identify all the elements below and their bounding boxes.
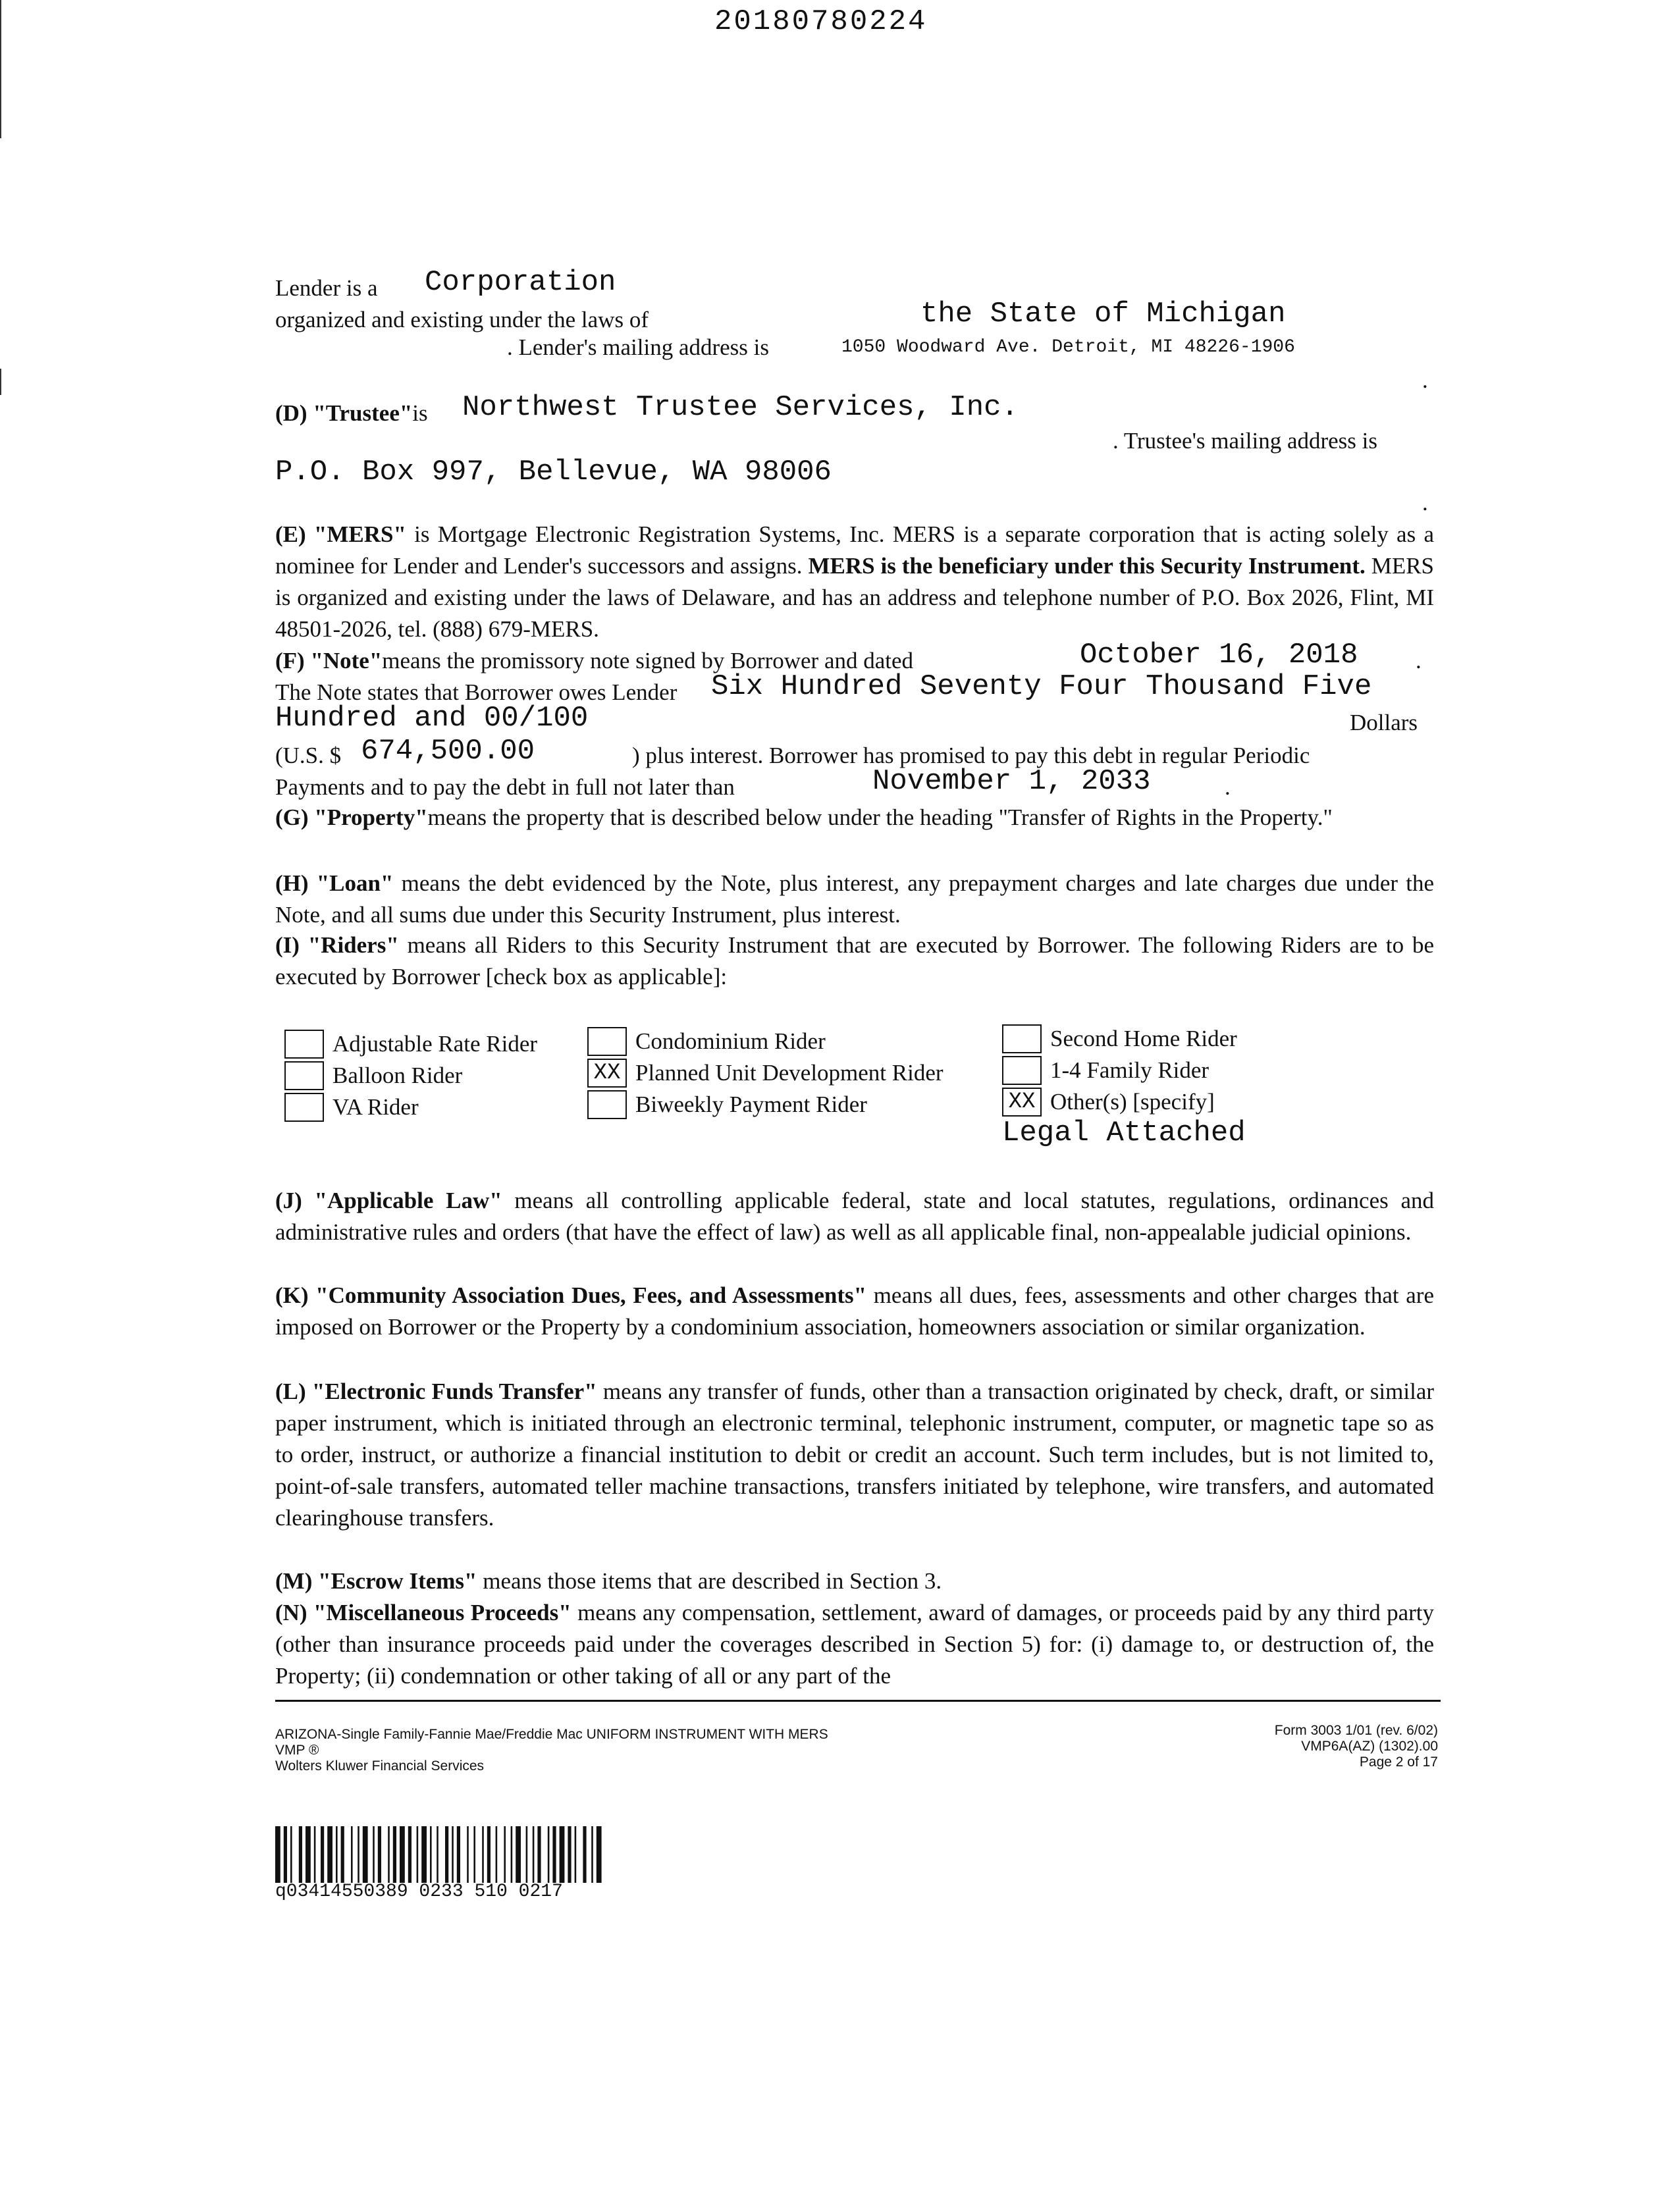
trustee-period: . [1422, 490, 1428, 515]
footer-publisher: Wolters Kluwer Financial Services [275, 1758, 485, 1774]
barcode-image [275, 1826, 736, 1883]
mers-text-2: MERS is organized and existing under the laws of Delaware, and has an address and telephone number of P.O. Box 2026, Flint, MI 48501-2026, tel. (888) 679-MERS. [275, 553, 1435, 642]
rider-label-va: VA Rider [332, 1094, 419, 1120]
note-us-prefix: (U.S. $ [275, 743, 342, 768]
footer-vmp: VMP ® [275, 1743, 319, 1758]
note-owes-text: The Note states that Borrower owes Lender [275, 679, 678, 705]
rider-label-condominium: Condominium Rider [635, 1028, 826, 1054]
checkbox-condominium-rider[interactable] [587, 1027, 627, 1056]
scan-edge-mark [0, 369, 1, 395]
note-maturity-date: November 1, 2033 [872, 765, 1151, 798]
checkbox-planned-unit-development-rider[interactable]: XX [587, 1059, 627, 1088]
eft-paragraph [275, 1376, 1434, 1534]
checkbox-second-home-rider[interactable] [1002, 1024, 1042, 1053]
checkbox-balloon-rider[interactable] [284, 1061, 324, 1090]
checkbox-other-rider[interactable]: XX [1002, 1088, 1042, 1117]
riders-label: (I) "Riders" [275, 932, 399, 958]
mers-paragraph [275, 519, 1434, 645]
checkbox-biweekly-payment-rider[interactable] [587, 1090, 627, 1119]
lender-organized-label: organized and existing under the laws of [275, 307, 649, 332]
riders-text: means all Riders to this Security Instrument that are executed by Borrower. The following Riders are to be executed by Borrower [check box as applicable]: [275, 932, 1434, 989]
note-amount-words-2: Hundred and 00/100 [275, 702, 589, 735]
escrow-text: means those items that are described in Section 3. [477, 1568, 942, 1594]
note-dollars: Dollars [1350, 710, 1418, 735]
rider-label-balloon: Balloon Rider [332, 1063, 463, 1088]
trustee-address: P.O. Box 997, Bellevue, WA 98006 [275, 456, 832, 488]
note-amount-words-1: Six Hundred Seventy Four Thousand Five [711, 670, 1372, 703]
barcode-text: q03414550389 0233 510 0217 [275, 1882, 563, 1902]
note-text: means the promissory note signed by Borrower and dated [382, 648, 914, 673]
note-period: . [1416, 648, 1422, 673]
rider-other-specify: Legal Attached [1002, 1117, 1246, 1149]
footer-divider [275, 1700, 1441, 1702]
lender-period: . [1422, 367, 1428, 393]
mers-text: is Mortgage Electronic Registration Systems, Inc. MERS is a separate corporation that is acting solely as a nominee for Lender and Lender's successors and assigns. [275, 521, 1434, 579]
rider-label-1-4-family: 1-4 Family Rider [1050, 1057, 1210, 1083]
property-text: means the property that is described below under the heading "Transfer of Rights in the Property." [427, 804, 1333, 830]
checkbox-va-rider[interactable] [284, 1093, 324, 1122]
note-amount: 674,500.00 [361, 735, 535, 768]
rider-label-second-home: Second Home Rider [1050, 1026, 1237, 1051]
rider-label-other: Other(s) [specify] [1050, 1089, 1215, 1115]
mers-bold-text: MERS is the beneficiary under this Security Instrument. [808, 553, 1366, 579]
trustee-mailing-label: . Trustee's mailing address is [1113, 428, 1378, 454]
eft-label: (L) "Electronic Funds Transfer" [275, 1379, 597, 1404]
trustee-is: is [412, 400, 428, 426]
note-label: (F) "Note" [275, 648, 383, 673]
property-label: (G) "Property" [275, 804, 428, 830]
property-paragraph [275, 802, 1434, 833]
rider-label-adjustable-rate: Adjustable Rate Rider [332, 1031, 538, 1057]
trustee-label: (D) "Trustee" [275, 400, 413, 426]
checkbox-1-4-family-rider[interactable] [1002, 1056, 1042, 1085]
footer-form-title: ARIZONA-Single Family-Fannie Mae/Freddie Mac UNIFORM INSTRUMENT WITH MERS [275, 1727, 828, 1742]
lender-prefix: Lender is a [275, 275, 378, 301]
applicable-law-paragraph [275, 1185, 1434, 1248]
footer-form-number: Form 3003 1/01 (rev. 6/02) [1274, 1723, 1438, 1738]
applicable-law-text: means all controlling applicable federal, state and local statutes, regulations, ordinances and administrative rules and orders (that have the effect of law) as well as all applicable final, non-appealable judicial opinions. [275, 1188, 1434, 1245]
lender-type: Corporation [425, 266, 616, 299]
lender-laws-of: the State of Michigan [920, 298, 1286, 330]
escrow-label: (M) "Escrow Items" [275, 1568, 477, 1594]
loan-paragraph [275, 868, 1434, 931]
trustee-name: Northwest Trustee Services, Inc. [462, 391, 1019, 424]
applicable-law-label: (J) "Applicable Law" [275, 1188, 502, 1213]
escrow-paragraph [275, 1566, 1434, 1597]
lender-mailing-address: 1050 Woodward Ave. Detroit, MI 48226-1906 [841, 337, 1295, 357]
scan-edge-mark [0, 0, 1, 138]
misc-proceeds-paragraph [275, 1597, 1434, 1692]
checkbox-adjustable-rate-rider[interactable] [284, 1030, 324, 1059]
footer-vmp-code: VMP6A(AZ) (1302).00 [1301, 1739, 1438, 1754]
note-date: October 16, 2018 [1080, 639, 1358, 672]
misc-proceeds-label: (N) "Miscellaneous Proceeds" [275, 1600, 572, 1625]
community-association-label: (K) "Community Association Dues, Fees, and Assessments" [275, 1282, 867, 1308]
community-association-text: means all dues, fees, assessments and other charges that are imposed on Borrower or the Property by a condominium association, homeowners association or similar organization. [275, 1282, 1434, 1340]
footer-page-number: Page 2 of 17 [1359, 1754, 1438, 1770]
note-payments-text: Payments and to pay the debt in full not later than [275, 774, 735, 800]
loan-text: means the debt evidenced by the Note, plus interest, any prepayment charges and late charges due under the Note, and all sums due under this Security Instrument, plus interest. [275, 870, 1434, 928]
rider-label-biweekly-payment: Biweekly Payment Rider [635, 1092, 867, 1117]
document-number: 20180780224 [714, 5, 928, 38]
note-plus-interest: ) plus interest. Borrower has promised to pay this debt in regular Periodic [632, 743, 1310, 768]
misc-proceeds-text: means any compensation, settlement, award of damages, or proceeds paid by any third party (other than insurance proceeds paid under the coverages described in Section 5) for: (i) damage to, or destruction of, the Property; (ii) condemnation or other taking of all or any part of the [275, 1600, 1434, 1689]
mers-label: (E) "MERS" [275, 521, 406, 547]
eft-text: means any transfer of funds, other than a transaction originated by check, draft, or similar paper instrument, which is initiated through an electronic terminal, telephonic instrument, computer, or magnetic tape so as to order, instruct, or authorize a financial institution to debit or credit an account. Such term includes, but is not limited to, point-of-sale transfers, automated teller machine transactions, transfers initiated by telephone, wire transfers, and automated clearinghouse transfers. [275, 1379, 1435, 1531]
note-period-2: . [1225, 774, 1231, 800]
loan-label: (H) "Loan" [275, 870, 394, 896]
riders-paragraph [275, 930, 1434, 993]
community-association-paragraph [275, 1280, 1434, 1343]
rider-label-planned-unit-development: Planned Unit Development Rider [635, 1060, 944, 1086]
trustee-line [275, 399, 428, 428]
lender-mailing-label: . Lender's mailing address is [507, 334, 770, 360]
